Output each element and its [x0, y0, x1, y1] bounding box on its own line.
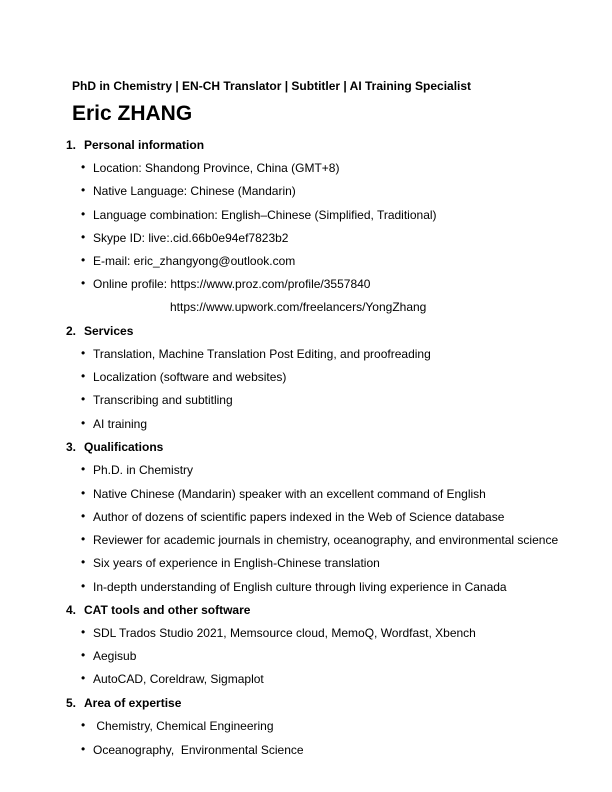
section-title: Services: [84, 324, 134, 338]
online-profile-upwork-link[interactable]: https://www.upwork.com/freelancers/YongZhang: [170, 300, 427, 314]
item-text: Reviewer for academic journals in chemistry, oceanography, and environmental science: [93, 533, 559, 547]
item-text: Language combination: English–Chinese (Simplified, Traditional): [93, 208, 437, 222]
bullet-icon: •: [81, 462, 86, 476]
section-number: 4.: [66, 603, 77, 617]
item-text: Skype ID: live:.cid.66b0e94ef7823b2: [93, 231, 289, 245]
bullet-icon: •: [81, 346, 86, 360]
bullet-icon: •: [81, 183, 86, 197]
item-text: Online profile: https://www.proz.com/profile/3557840: [93, 277, 371, 291]
item-text: Aegisub: [93, 649, 137, 663]
bullet-icon: •: [81, 648, 86, 662]
section-title: Qualifications: [84, 440, 164, 454]
person-name: Eric ZHANG: [72, 102, 193, 125]
item-text: Author of dozens of scientific papers indexed in the Web of Science database: [93, 510, 505, 524]
bullet-icon: •: [81, 742, 86, 756]
bullet-icon: •: [81, 253, 86, 267]
bullet-icon: •: [81, 671, 86, 685]
section-title: Area of expertise: [84, 696, 182, 710]
item-text: Native Language: Chinese (Mandarin): [93, 184, 296, 198]
item-text: Six years of experience in English-Chinese translation: [93, 556, 380, 570]
item-text: Location: Shandong Province, China (GMT+8): [93, 161, 340, 175]
section-title: CAT tools and other software: [84, 603, 251, 617]
bullet-icon: •: [81, 555, 86, 569]
section-number: 1.: [66, 138, 77, 152]
item-text: Ph.D. in Chemistry: [93, 463, 194, 477]
item-text: Native Chinese (Mandarin) speaker with an excellent command of English: [93, 487, 486, 501]
professional-subtitle: PhD in Chemistry | EN-CH Translator | Subtitler | AI Training Specialist: [72, 79, 472, 93]
bullet-icon: •: [81, 532, 86, 546]
item-text: Transcribing and subtitling: [93, 393, 233, 407]
section-number: 5.: [66, 696, 77, 710]
item-text: AutoCAD, Coreldraw, Sigmaplot: [93, 672, 264, 686]
bullet-icon: •: [81, 369, 86, 383]
bullet-icon: •: [81, 207, 86, 221]
bullet-icon: •: [81, 160, 86, 174]
section-number: 2.: [66, 324, 77, 338]
item-text: AI training: [93, 417, 148, 431]
bullet-icon: •: [81, 392, 86, 406]
item-text: Localization (software and websites): [93, 370, 287, 384]
bullet-icon: •: [81, 486, 86, 500]
item-text: Oceanography, Environmental Science: [93, 743, 304, 757]
item-text: In-depth understanding of English culture through living experience in Canada: [93, 580, 507, 594]
item-text: SDL Trados Studio 2021, Memsource cloud, MemoQ, Wordfast, Xbench: [93, 626, 476, 640]
bullet-icon: •: [81, 509, 86, 523]
bullet-icon: •: [81, 230, 86, 244]
item-text: Translation, Machine Translation Post Editing, and proofreading: [93, 347, 431, 361]
bullet-icon: •: [81, 276, 86, 290]
bullet-icon: •: [81, 579, 86, 593]
item-text: E-mail: eric_zhangyong@outlook.com: [93, 254, 296, 268]
bullet-icon: •: [81, 718, 86, 732]
bullet-icon: •: [81, 625, 86, 639]
section-number: 3.: [66, 440, 77, 454]
section-title: Personal information: [84, 138, 205, 152]
bullet-icon: •: [81, 416, 86, 430]
item-text: Chemistry, Chemical Engineering: [93, 719, 274, 733]
